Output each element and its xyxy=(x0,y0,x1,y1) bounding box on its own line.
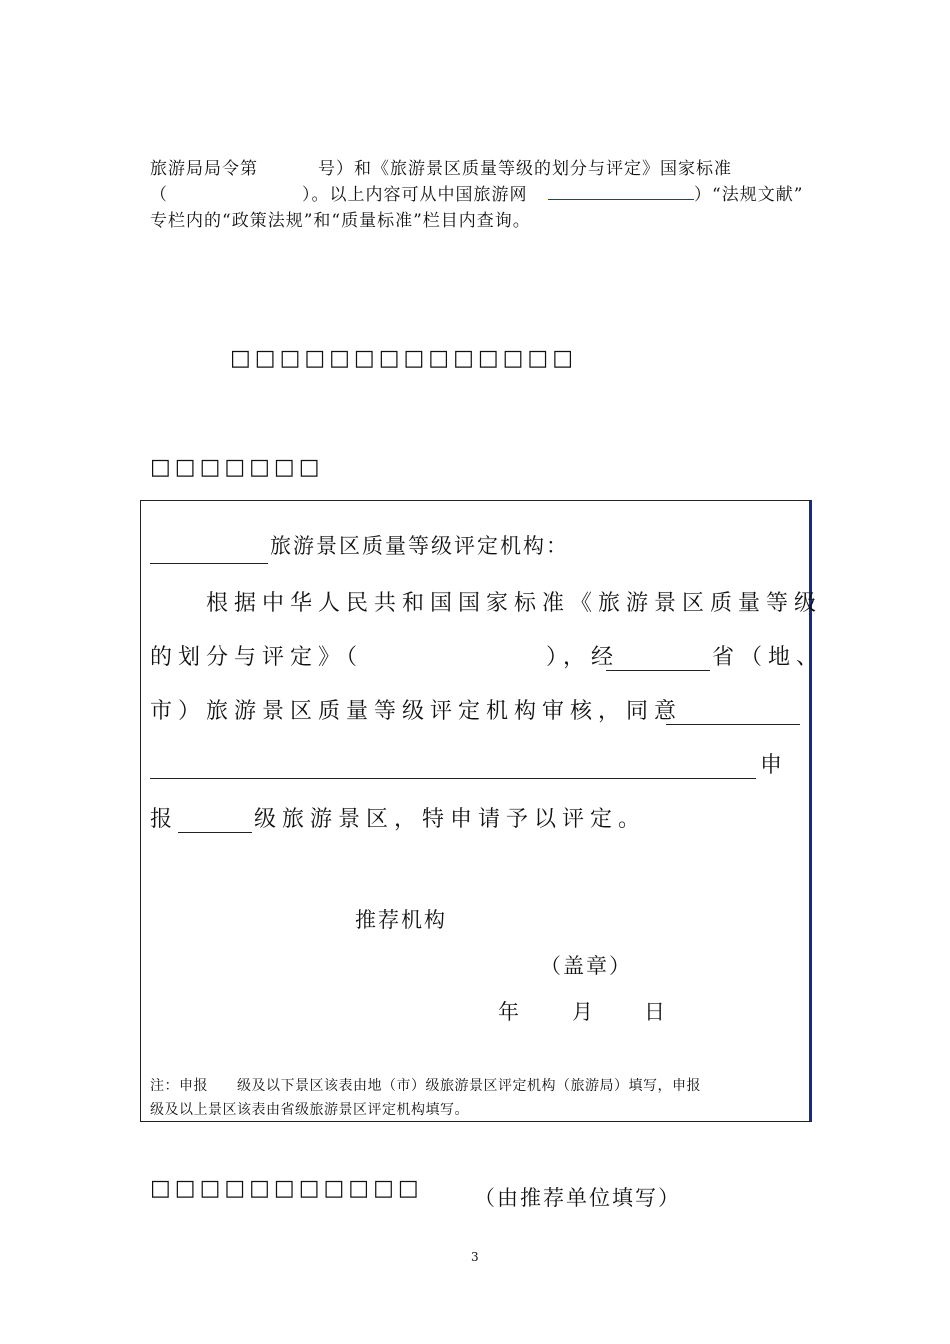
intro-line-1b: 号）和《旅游景区质量等级的划分与评定》国家标准 xyxy=(318,159,732,179)
approved-blank-1[interactable] xyxy=(666,724,800,725)
intro-line-2b: ）。以上内容可从中国旅游网 xyxy=(302,185,528,205)
body-line-1: 根据中华人民共和国国家标准《旅游景区质量等级 xyxy=(206,591,823,616)
recommender-label: 推荐机构 xyxy=(355,908,447,932)
date-day: 日 xyxy=(644,1000,667,1024)
section-heading: □□□□□□□□□□□□□□ xyxy=(230,346,578,371)
body-line-2b: ），经 xyxy=(546,645,620,670)
agency-name-blank[interactable] xyxy=(150,563,268,564)
page-number: 3 xyxy=(471,1250,479,1264)
province-blank[interactable] xyxy=(606,670,710,671)
body-line-3: 市）旅游景区质量等级评定机构审核，同意 xyxy=(150,699,683,724)
form-note-line-2: 级及以上景区该表由省级旅游景区评定机构填写。 xyxy=(150,1102,469,1118)
body-line-5a: 报 xyxy=(150,807,179,832)
intro-line-1a: 旅游局局令第 xyxy=(150,159,258,179)
body-line-2c: 省（地、 xyxy=(712,645,825,670)
salutation: 旅游景区质量等级评定机构： xyxy=(270,534,569,558)
level-blank[interactable] xyxy=(178,832,252,833)
date-year: 年 xyxy=(498,1000,521,1024)
fill-by-note: （由推荐单位填写） xyxy=(474,1186,681,1210)
approved-blank-2[interactable] xyxy=(150,778,756,779)
subsection-heading: □□□□□□□ xyxy=(150,455,324,480)
seal-label: （盖章） xyxy=(540,954,632,978)
intro-line-2a: （ xyxy=(150,185,168,205)
next-section-heading: □□□□□□□□□□□ xyxy=(150,1176,423,1201)
date-month: 月 xyxy=(572,1000,595,1024)
body-line-5b: 级旅游景区，特申请予以评定。 xyxy=(254,807,647,832)
body-line-4: 申 xyxy=(760,753,789,778)
form-note-line-1: 注：申报 级及以下景区该表由地（市）级旅游景区评定机构（旅游局）填写，申报 xyxy=(150,1078,701,1094)
intro-line-3: 专栏内的“政策法规”和“质量标准”栏目内查询。 xyxy=(150,211,531,231)
body-line-2a: 的划分与评定》（ xyxy=(150,645,364,670)
intro-line-2c: ）“法规文献” xyxy=(694,185,804,205)
website-link-underline[interactable] xyxy=(548,199,694,200)
